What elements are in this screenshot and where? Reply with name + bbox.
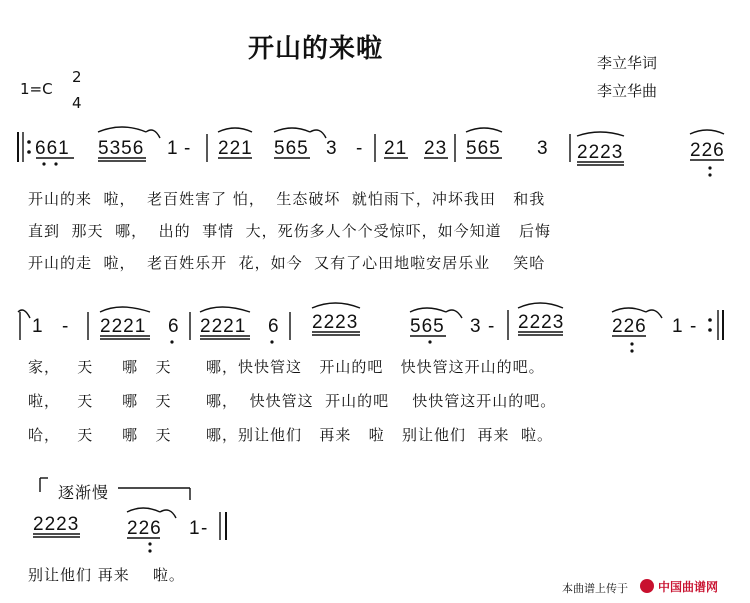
note-group: 1 — [672, 316, 684, 337]
tempo-marking: 逐渐慢 — [58, 483, 110, 502]
note-group: 221 — [218, 138, 253, 159]
note-group: 565 — [466, 138, 501, 159]
lyric-line: 别让他们 再来 啦。 — [28, 566, 185, 584]
lyric-line: 直到 那天 哪， 出的 事情 大，死伤多人个个受惊吓，如今知道 后悔 — [28, 222, 551, 240]
note-group: 2223 — [577, 142, 624, 163]
note-group: 226 — [127, 518, 162, 539]
note-group: 661 — [35, 138, 70, 159]
note-dash: - — [690, 316, 698, 337]
upload-note: 本曲谱上传于 — [562, 582, 628, 595]
note-group: 3 — [537, 138, 549, 159]
note-group: 1 — [167, 138, 179, 159]
note-group: 23 — [424, 138, 448, 159]
note-group: 565 — [274, 138, 309, 159]
note-group: 1 — [189, 518, 201, 539]
composer-credit: 李立华曲 — [597, 82, 658, 100]
lyric-line: 开山的走 啦， 老百姓乐开 花，如今 又有了心田地啦安居乐业 笑哈 — [28, 254, 546, 272]
note-dash: - — [356, 138, 364, 159]
note-group: 2221 — [100, 316, 147, 337]
note-dash: - — [488, 316, 496, 337]
note-dash: - — [184, 138, 192, 159]
note-group: 3 — [326, 138, 338, 159]
time-signature-top: 2 — [72, 68, 82, 86]
note-group: 226 — [612, 316, 647, 337]
note-group: 21 — [384, 138, 408, 159]
time-signature-bottom: 4 — [72, 94, 82, 112]
note-group: 2221 — [200, 316, 247, 337]
note-group: 1 — [32, 316, 44, 337]
song-title: 开山的来啦 — [248, 34, 384, 64]
lyric-line: 啦， 天 哪 天 哪， 快快管这 开山的吧 快快管这开山的吧。 — [28, 392, 557, 410]
note-group: 2223 — [33, 514, 80, 535]
note-group: 2223 — [518, 312, 565, 333]
note-dash: - — [201, 518, 209, 539]
lyric-line: 开山的来 啦， 老百姓害了 怕， 生态破坏 就怕雨下，冲坏我田 和我 — [28, 190, 546, 208]
note-dash: - — [62, 316, 70, 337]
note-group: 6 — [268, 316, 280, 337]
lyric-line: 家， 天 哪 天 哪，快快管这 开山的吧 快快管这开山的吧。 — [28, 358, 545, 376]
lyric-line: 哈， 天 哪 天 哪，别让他们 再来 啦 别让他们 再来 啦。 — [28, 426, 554, 444]
lyricist-credit: 李立华词 — [597, 54, 658, 72]
note-group: 226 — [690, 140, 725, 161]
note-group: 5356 — [98, 138, 145, 159]
key-signature: 1=C — [20, 80, 53, 98]
note-group: 565 — [410, 316, 445, 337]
note-group: 2223 — [312, 312, 359, 333]
site-name: 中国曲谱网 — [658, 580, 719, 594]
note-group: 3 — [470, 316, 482, 337]
note-group: 6 — [168, 316, 180, 337]
